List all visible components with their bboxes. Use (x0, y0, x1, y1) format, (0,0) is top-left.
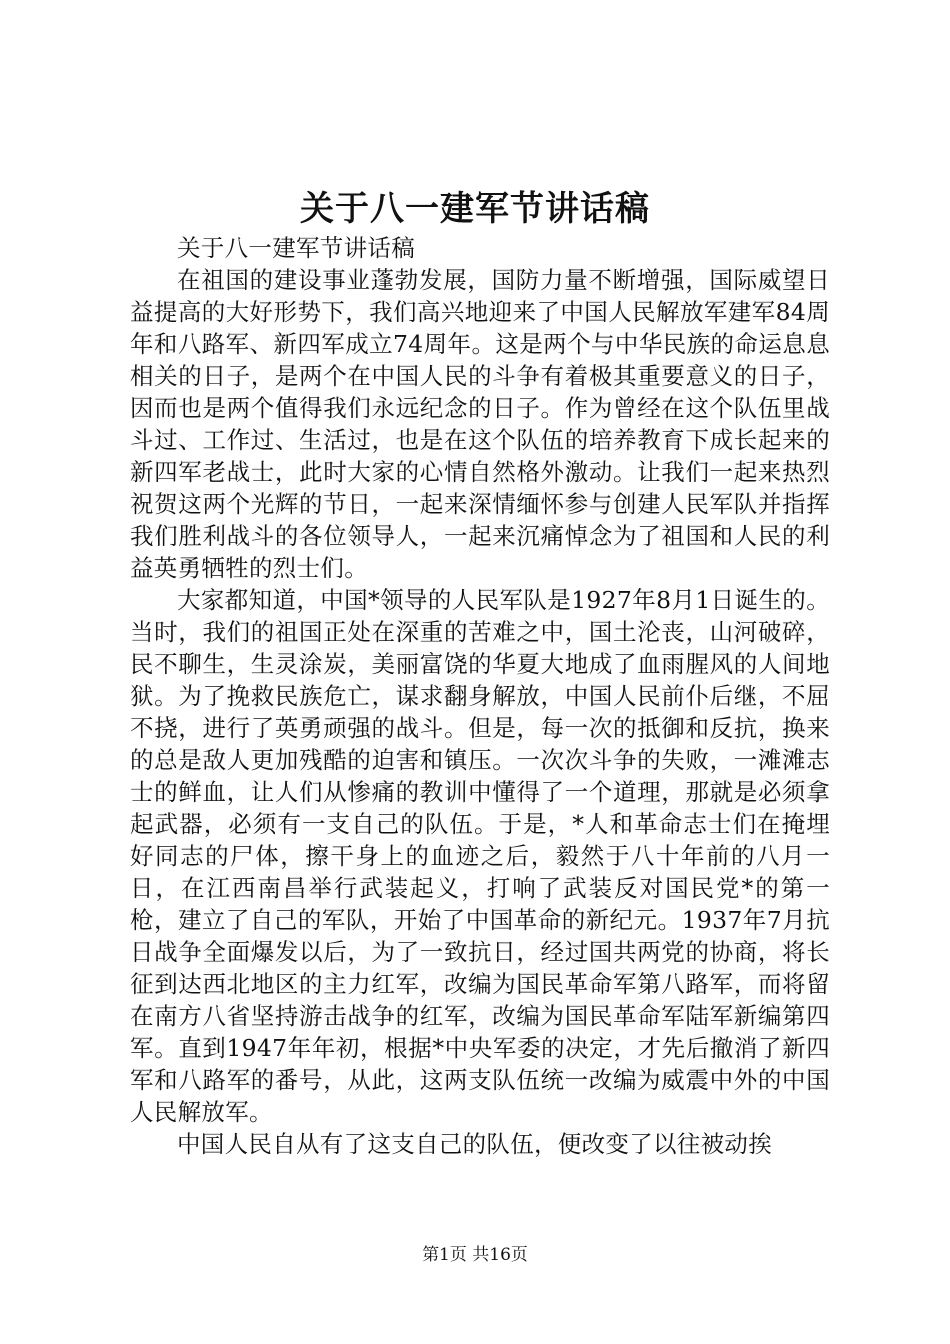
page-number-footer: 第1页 共16页 (422, 1245, 528, 1265)
paragraph-2: 大家都知道，中国*领导的人民军队是1927年8月1日诞生的。当时，我们的祖国正处在深重的苦难之中，国土沦丧，山河破碎，民不聊生，生灵涂炭，美丽富饶的华夏大地成了血雨腥风的人间地狱。为了挽救民族危亡，谋求翻身解放，中国人民前仆后继，不屈不挠，进行了英勇顽强的战斗。但是，每一次的抵御和反抗，换来的总是敌人更加残酷的迫害和镇压。一次次斗争的失败，一滩滩志士的鲜血，让人们从惨痛的教训中懂得了一个道理，那就是必须拿起武器，必须有一支自己的队伍。于是，*人和革命志士们在掩埋好同志的尸体，擦干身上的血迹之后，毅然于八十年前的八月一日，在江西南昌举行武装起义，打响了武装反对国民党*的第一枪，建立了自己的军队，开始了中国革命的新纪元。1937年7月抗日战争全面爆发以后，为了一致抗日，经过国共两党的协商，将长征到达西北地区的主力红军，改编为国民革命军第八路军，而将留在南方八省坚持游击战争的红军，改编为国民革命军陆军新编第四军。直到1947年年初，根据*中央军委的决定，才先后撤消了新四军和八路军的番号，从此，这两支队伍统一改编为威震中外的中国人民解放军。 (130, 586, 830, 1126)
paragraph-1: 在祖国的建设事业蓬勃发展，国防力量不断增强，国际威望日益提高的大好形势下，我们高兴地迎来了中国人民解放军建军84周年和八路军、新四军成立74周年。这是两个与中华民族的命运息息相关的日子，是两个在中国人民的斗争有着极其重要意义的日子，因而也是两个值得我们永远纪念的日子。作为曾经在这个队伍里战斗过、工作过、生活过，也是在这个队伍的培养教育下成长起来的新四军老战士，此时大家的心情自然格外激动。让我们一起来热烈祝贺这两个光辉的节日，一起来深情缅怀参与创建人民军队并指挥我们胜利战斗的各位领导人，一起来沉痛悼念为了祖国和人民的利益英勇牺牲的烈士们。 (130, 266, 830, 582)
document-title: 关于八一建军节讲话稿 (300, 189, 650, 229)
document-subtitle: 关于八一建军节讲话稿 (177, 234, 415, 262)
document-body (130, 232, 830, 1160)
paragraph-3: 中国人民自从有了这支自己的队伍，便改变了以往被动挨 (177, 1130, 772, 1158)
